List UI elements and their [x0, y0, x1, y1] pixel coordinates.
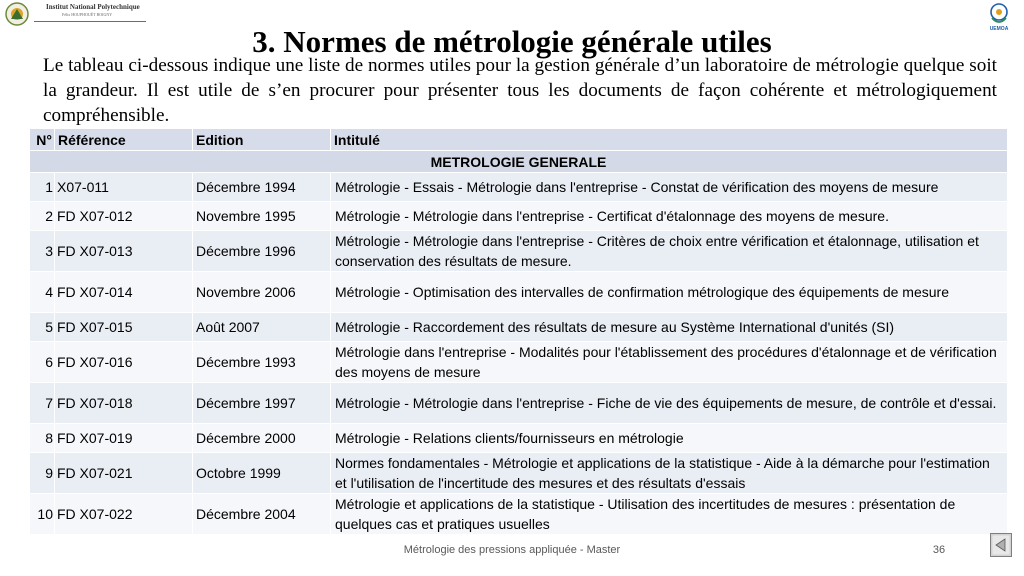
header-title: Intitulé	[331, 129, 1008, 151]
table-row	[30, 424, 1008, 453]
section-label: METROLOGIE GENERALE	[30, 151, 1008, 173]
norms-table	[29, 128, 1008, 535]
table-row	[30, 202, 1008, 231]
cell-reference: FD X07-022	[55, 494, 193, 535]
cell-reference: FD X07-015	[55, 313, 193, 342]
table-row	[30, 383, 1008, 424]
section-row	[30, 151, 1008, 173]
cell-edition: Octobre 1999	[193, 453, 331, 494]
footer-text: Métrologie des pressions appliquée - Master	[403, 544, 621, 556]
cell-edition: Décembre 1997	[193, 383, 331, 424]
logo-divider	[34, 21, 146, 22]
cell-title: Métrologie - Optimisation des intervalles de confirmation métrologique des équipements de mesure	[331, 272, 1008, 313]
cell-reference: FD X07-016	[55, 342, 193, 383]
cell-num: 1	[30, 173, 55, 202]
cell-title: Métrologie - Métrologie dans l'entreprise - Certificat d'étalonnage des moyens de mesure.	[331, 202, 1008, 231]
page-number: 36	[932, 544, 946, 556]
cell-edition: Décembre 1993	[193, 342, 331, 383]
cell-reference: FD X07-013	[55, 231, 193, 272]
cell-num: 10	[30, 494, 55, 535]
back-button[interactable]	[990, 533, 1012, 557]
institution-name: Institut National Polytechnique	[46, 3, 140, 11]
cell-num: 2	[30, 202, 55, 231]
partner-brand-label: UEMOA	[989, 26, 1009, 32]
cell-title: Normes fondamentales - Métrologie et applications de la statistique - Aide à la démarche pour l'estimation et l'utilisation de l'incertitude des mesures et des résultats d'essais	[331, 453, 1008, 494]
cell-edition: Décembre 2004	[193, 494, 331, 535]
cell-num: 8	[30, 424, 55, 453]
cell-edition: Août 2007	[193, 313, 331, 342]
table-row	[30, 173, 1008, 202]
table-row	[30, 272, 1008, 313]
cell-num: 9	[30, 453, 55, 494]
cell-title: Métrologie - Relations clients/fournisseurs en métrologie	[331, 424, 1008, 453]
table-header-row	[30, 129, 1008, 151]
cell-edition: Décembre 1996	[193, 231, 331, 272]
back-arrow-icon	[990, 533, 1012, 557]
header-num: N°	[30, 129, 55, 151]
cell-num: 3	[30, 231, 55, 272]
institution-subtitle: Félix HOUPHOUËT BOIGNY	[62, 12, 113, 17]
cell-num: 5	[30, 313, 55, 342]
cell-reference: FD X07-012	[55, 202, 193, 231]
cell-title: Métrologie - Métrologie dans l'entreprise - Fiche de vie des équipements de mesure, de contrôle et d'essai.	[331, 383, 1008, 424]
cell-reference: X07-011	[55, 173, 193, 202]
cell-edition: Novembre 1995	[193, 202, 331, 231]
header-reference: Référence	[55, 129, 193, 151]
cell-reference: FD X07-021	[55, 453, 193, 494]
cell-edition: Novembre 2006	[193, 272, 331, 313]
cell-reference: FD X07-019	[55, 424, 193, 453]
table-row	[30, 313, 1008, 342]
cell-edition: Décembre 2000	[193, 424, 331, 453]
cell-reference: FD X07-018	[55, 383, 193, 424]
table-row	[30, 342, 1008, 383]
slide-title: 3. Normes de métrologie générale utiles	[252, 23, 772, 59]
cell-title: Métrologie - Raccordement des résultats de mesure au Système International d'unités (SI)	[331, 313, 1008, 342]
partner-emblem-icon	[986, 2, 1012, 26]
cell-title: Métrologie dans l'entreprise - Modalités pour l'établissement des procédures d'étalonnage et de vérification des moyens de mesure	[331, 342, 1008, 383]
cell-title: Métrologie - Essais - Métrologie dans l'entreprise - Constat de vérification des moyens de mesure	[331, 173, 1008, 202]
cell-edition: Décembre 1994	[193, 173, 331, 202]
cell-title: Métrologie - Métrologie dans l'entreprise - Critères de choix entre vérification et étalonnage, utilisation et conservation des résultats de mesure.	[331, 231, 1008, 272]
cell-reference: FD X07-014	[55, 272, 193, 313]
cell-num: 4	[30, 272, 55, 313]
intro-paragraph: Le tableau ci-dessous indique une liste de normes utiles pour la gestion générale d’un laboratoire de métrologie quelque soit la grandeur. Il est utile de s’en procurer pour présenter tous les documents de façon cohérente et métrologiquement compréhensible.	[43, 55, 997, 126]
table-row	[30, 453, 1008, 494]
table-row	[30, 231, 1008, 272]
cell-title: Métrologie et applications de la statistique - Utilisation des incertitudes de mesures : présentation de quelques cas et pratiques usuelles	[331, 494, 1008, 535]
table-row	[30, 494, 1008, 535]
cell-num: 7	[30, 383, 55, 424]
cell-num: 6	[30, 342, 55, 383]
header-edition: Edition	[193, 129, 331, 151]
